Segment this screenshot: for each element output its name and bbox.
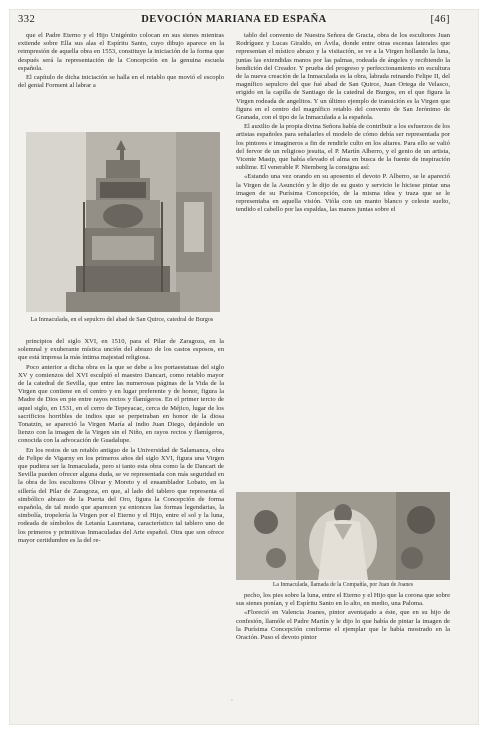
paragraph: En los restos de un retablo antiguo de la Universidad de Salamanca, obra de Felipe de Vigarny en los primeros años del siglo XVI, figura una Virgen que pudiera ser la Inmaculada, pero si tanto esta obra como la de Dancart de Sevilla pueden ofrecer alguna duda, se ve representada con más seguridad en la obra de los escultores Olivar y Moreto y el ensamblador Lobato, en la sillería del Pilar de Zaragoza, en que, al lado del tablero que representa el simbólico abrazo de la Puerta del Oro, figura la Concepción de forma española, de tal modo que aparecen ya entonces las formas legendarias, la simbolía, tropelería la Virgen por el Eterno y el Hijo, entre el sol y la luna, rodeada de símbolos de Letanía Lauretana, característico tal tablero uno de los primeros y primitivas Inmaculadas del Arte español. Otra que son ofrece mayor certidumbre es la del re- xyxy=(18,446,224,544)
paragraph: El capítulo de dicha iniciación se halla en el retablo que movió el escoplo del genial Forment al labrar a xyxy=(18,74,224,90)
paragraph: «Floreció en Valencia Joanes, pintor aventajado a éste, que en su hijo de confesión, llamóle el Padre Martín y le dijo lo que había de pintar la imagen de la Purísima Concepción conforme el ejemplar que le había mostrado en la Oración. Puso el devoto pintor xyxy=(236,609,450,642)
paragraph: tablo del convento de Nuestra Señora de Gracia, obra de los escultores Juan Rodríguez y Lucas Giraldo, en Ávila, donde entre otras escenas laterales que representan el místico abrazo y la visitación, se ve a la Virgen hollando la luna, juntas las extendidas manos por las palmas, rodeada de ángeles y recibiendo la bendición del Creador. Y prueba del progreso y perfeccionamiento en escultura de la nueva creación de la Inmaculada es la obra, labrada reinando Felipe II, del magnífico sepulcro del que fué abad de San Quirce, Juan Ortega de Velasco, erigido en la capilla de Santiago de la catedral de Burgos, en el que figura la Virgen rodeada de angelitos. Y un último ejemplo de transición es la Virgen que figura en el centro del magnífico retablo del convento de San Jerónimo de Granada, con el tipo de la Inmaculada a la española. xyxy=(236,32,450,122)
paragraph: pecho, los pies sobre la luna, entre el Eterno y el Hijo que la corona que sobre sus sienes ponían, y el Espíritu Santo en lo alto, en medio, una Paloma. xyxy=(236,592,450,608)
page-header xyxy=(18,14,450,28)
paragraph: que el Padre Eterno y el Hijo Unigénito colocan en sus sienes mientras extiende sobre Ella sus alas el Espíritu Santo, cuyo dibujo aparece en la reimpresión de aquella obra en 1553, constituye la iniciación de la forma que después será la representación de la Concepción en la genuina escuela española. xyxy=(18,32,224,72)
paragraph: «Estando una vez orando en su aposento el devoto P. Alberro, se le apareció la Virgen de la Asunción y le dijo de su gusto y servicio le hiciese pintar una imagen de su Purísima Concepción, de la misma idea y traza que se le representaba en aquella visión. Vióla con un manto blanco y celeste suelto, tendido el cabello por las espaldas, las manos juntas sobre el xyxy=(236,173,450,214)
running-title: DEVOCIÓN MARIANA ED ESPAÑA xyxy=(141,14,327,25)
tomb-illustration xyxy=(26,132,220,312)
section-tag: [46] xyxy=(430,14,450,25)
immaculate-painting xyxy=(236,492,450,580)
left-column-bottom xyxy=(18,338,224,690)
tomb-photo xyxy=(26,132,220,312)
photo-caption-left: La Inmaculada, en el sepulcro del abad de San Quirce, catedral de Burgos xyxy=(30,316,214,323)
left-column-top xyxy=(18,32,224,128)
photo-caption-right: La Inmaculada, llamada de la Compañía, por Juan de Joanes xyxy=(272,582,414,588)
paragraph: Poco anterior a dicha obra es la que se debe a los portaestatuas del siglo XV y comienzos del XVI esculpió el maestro Dancart, como retablo mayor de la catedral de Sevilla, que entre las numerosas páginas de la Vida de la Virgen que contiene en el centro y en lugar preferente y de honor, figura la Madre de Dios en pie entre rayos rectos y flamígeros. En el primer tercio de aquel siglo, en 1531, en el cerro de Tepeyacac, cerca de Méjico, lugar de los sacrificios horribles de indios que se perpetraban en honor de la diosa Tonatzin, se apareció la Virgen María al indio Juan Diego, dejándole un lienzo con la imagen de la Virgen sin el Niño, en rayos rectos y flamígeros, conocida con la advocación de Guadalupe. xyxy=(18,363,224,445)
page-number: 332 xyxy=(18,14,36,25)
paragraph: El auxilio de la propia divina Señora había de contribuir a los esfuerzos de los artistas españoles para señalarles el modelo de cómo debía ser representada por los pintores e imagineros a fin de rendirle culto en los altares. Para ello se valió del fervor de un religioso jesuita, el P. Martín Alberro, y el genio de un artista, Vicente Masip, que había elevado el alma en busca de la fuente de inspiración sublime. El venerable P. Niemberg la consigna así: xyxy=(236,123,450,172)
painting-illustration xyxy=(236,492,450,580)
right-column-top xyxy=(236,32,450,490)
footer-mark: · xyxy=(230,696,234,705)
right-column-bottom xyxy=(236,592,450,692)
paragraph: principios del siglo XVI, en 1510, para el Pilar de Zaragoza, en la solemnal y exuberante mística unción del abrazo de los castos esposos, en que está impresa la más íntima majestad religiosa. xyxy=(18,338,224,362)
